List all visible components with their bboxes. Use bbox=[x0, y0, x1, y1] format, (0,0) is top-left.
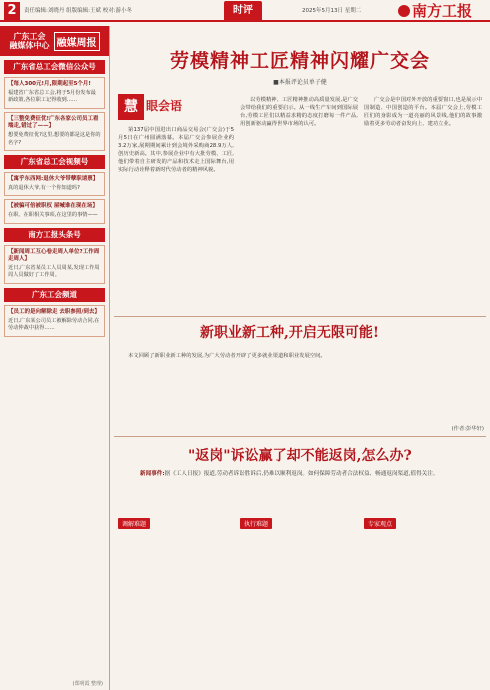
subhead-tag: 执行难题 bbox=[240, 518, 272, 529]
news-box[interactable]: 【被骗可倍被职权 屋喊谁在现在场】 在职、在职相关事项,在这里的事情—— bbox=[4, 199, 105, 223]
logo-icon bbox=[398, 5, 410, 17]
news-box[interactable]: 【员工的是向解除走 去职参照/到去】 近日,广东某公司员工被解除劳动合同,在劳动仲裁中获得…… bbox=[4, 305, 105, 337]
news-box[interactable]: 【新闻周工互心卷走周人单位?工作周走周人】 近日,广东省某员工人员周某,发现工作周周人员做好了工作周。 bbox=[4, 245, 105, 284]
news-box[interactable]: 【每人300元!月,限期起至5个月! 福建省广东省总工会,将于5月份发布最新政策,各位职工记得收到…… bbox=[4, 77, 105, 109]
sidebar-section-wechat: 广东省总工会微信公众号 【每人300元!月,限期起至5个月! 福建省广东省总工会,将于5月份发布最新政策,各位职工记得收到…… 【三整免费征优!广东各家公司员工看端走,错过了——】 想要免费征优?这里,想要的都是这是你的名字? bbox=[4, 60, 105, 151]
subhead-tag: 专家观点 bbox=[364, 518, 396, 529]
sidebar-section-channel: 广东工会频道 【员工的是向解除走 去职参照/到去】 近日,广东某公司员工被解除劳动合同,在劳动仲裁中获得…… bbox=[4, 288, 105, 337]
news-box[interactable]: 【寓乎东西网:退休大爷带孽职请票】 真的退休大爷,有一个你知道吗? bbox=[4, 172, 105, 196]
article-1-col-1: 第137届中国进出口商品交易会(广交会)于5月5日在广州圆满落幕。本届广交会参展企业约3.2万家,展期期间累计到会境外采购商28.9万人,创历史新高。其中,参展企业中有大批劳模、工匠,他们带着自主研发的产品和技术走上国际舞台,用实际行动诠释着新时代劳动者的精神风貌。 bbox=[118, 127, 234, 173]
article-1-col-2: 以劳模精神、工匠精神推动高质量发展,是广交会带给我们的重要启示。从一线生产车间到国际展台,劳模工匠们以精益求精的态度打磨每一件产品,用创新驱动赢得世界市场的认可。 bbox=[240, 97, 358, 127]
article-2-body: 本文回顾了新职业新工种的发展,为广大劳动者开辟了更多就业渠道和职业发展空间。 bbox=[128, 353, 326, 359]
issue-date: 2025年5月13日 星期二 bbox=[302, 8, 362, 14]
sidebar-credit: (郑明霞 整理) bbox=[72, 681, 103, 687]
sidebar-section-video: 广东省总工会视频号 【寓乎东西网:退休大爷带孽职请票】 真的退休大爷,有一个你知道吗? 【被骗可倍被职权 屋喊谁在现在场】 在职、在职相关事项,在这里的事情—— bbox=[4, 155, 105, 223]
subhead-tag: 调解难题 bbox=[118, 518, 150, 529]
page-number: 2 bbox=[4, 2, 20, 20]
article-2-headline[interactable]: 新职业新工种,开启无限可能! bbox=[200, 325, 380, 341]
divider bbox=[114, 316, 486, 317]
article-2-author: (作者:彭华轩) bbox=[451, 426, 484, 432]
sidebar-brand: 广东工会 融媒体中心 融媒周报 bbox=[0, 26, 109, 56]
sidebar bbox=[0, 26, 110, 690]
article-3-summary: 新闻事件:据《工人日报》报道,劳动者诉讼胜诉后,仍难以顺利返岗。如何保障劳动者合法权益、畅通返岗渠道,值得关注。 bbox=[140, 471, 439, 477]
divider bbox=[114, 436, 486, 437]
article-1-col-3: 广交会是中国对外开放的重要窗口,也是展示中国制造、中国创造的平台。本届广交会上,劳模工匠们的身影成为一道亮丽的风景线,他们的故事激励着更多劳动者奋发向上、建功立业。 bbox=[364, 97, 482, 127]
section-tag: 时评 bbox=[224, 1, 262, 20]
brand-tag: 融媒周报 bbox=[54, 32, 100, 51]
article-3-headline[interactable]: "返岗"诉讼赢了却不能返岗,怎么办? bbox=[188, 448, 412, 464]
news-box[interactable]: 【三整免费征优!广东各家公司员工看端走,错过了——】 想要免费征优?这里,想要的都是这是你的名字? bbox=[4, 112, 105, 151]
editor-credits: 责任编辑:刘晓丹 组版编辑:王斌 校对:游小冬 bbox=[24, 8, 133, 14]
page-header bbox=[0, 0, 490, 22]
article-1-header bbox=[114, 26, 486, 86]
column-label-icon: 慧 bbox=[118, 94, 144, 120]
newspaper-logo: 南方工报 bbox=[398, 0, 472, 21]
column-label: 慧 眼会语 bbox=[118, 94, 198, 120]
article-1-byline: ■本报评论员单子健 bbox=[273, 79, 327, 86]
article-1-headline[interactable]: 劳模精神工匠精神闪耀广交会 bbox=[169, 50, 430, 72]
sidebar-section-toutiao: 南方工报头条号 【新闻周工互心卷走周人单位?工作周走周人】 近日,广东省某员工人员周某,发现工作周周人员做好了工作周。 bbox=[4, 228, 105, 284]
